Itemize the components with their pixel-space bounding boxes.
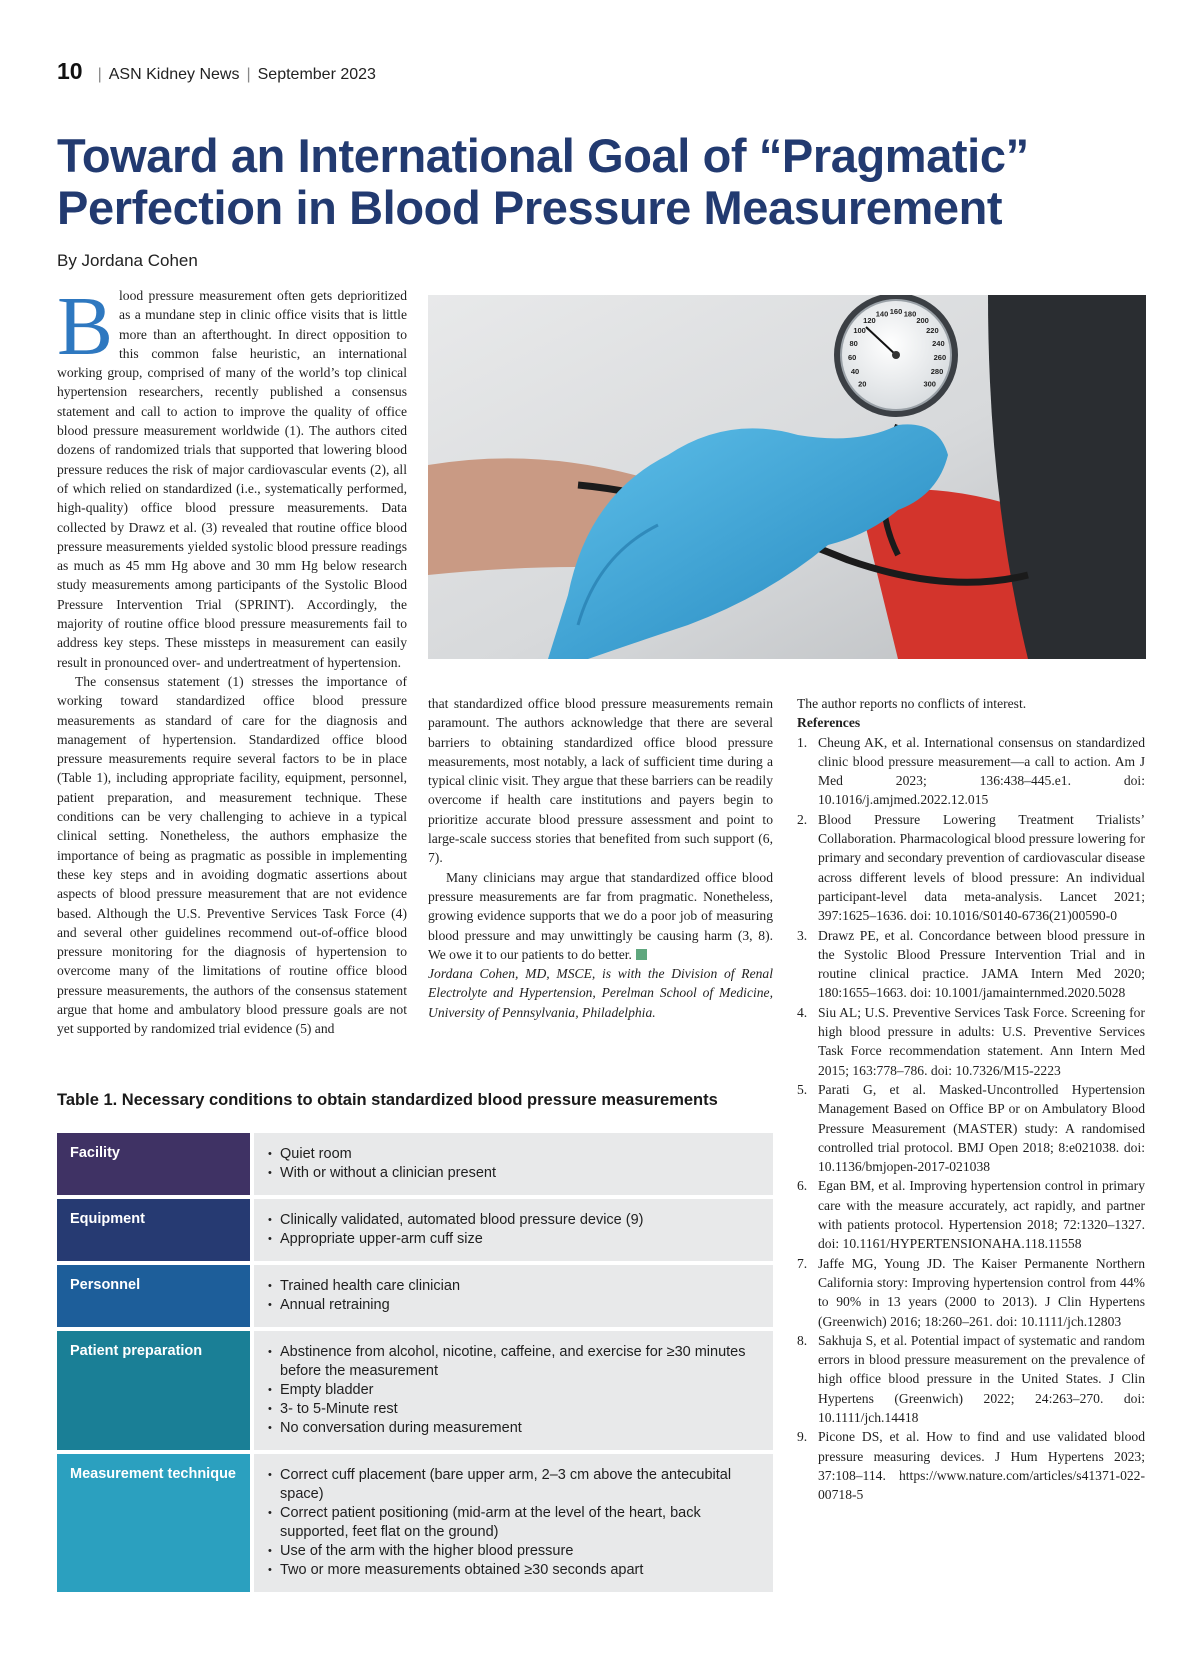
condition-item: • Trained health care clinician <box>280 1277 759 1296</box>
row-conditions <box>254 1265 773 1327</box>
paragraph-3: that standardized office blood pressure measurements remain paramount. The authors acknowledge that there are several barriers to obtaining standardized office blood pressure measurements, most notably, a lack of sufficient time during a typical clinic visit. They argue that these barriers can be readily overcome if health care institutions and payers begin to prioritize accurate blood pressure assessment and point to large-scale success stories that benefited from such support (6, 7). <box>428 696 773 866</box>
table-row <box>57 1133 773 1195</box>
body-column-1 <box>57 280 407 1039</box>
reference-number: 3. <box>797 927 808 943</box>
gauge-number: 280 <box>930 367 944 377</box>
table-row <box>57 1265 773 1327</box>
row-label: Personnel <box>57 1265 250 1327</box>
gauge-number: 160 <box>889 307 903 316</box>
reference-item <box>797 1254 1145 1331</box>
paragraph-4-text: Many clinicians may argue that standardized office blood pressure measurements are far from pragmatic. Nonetheless, growing evidence supports that we do a poor job of measuring blood pressure and may unwittingly be causing harm (3, 8). We owe it to our patients to do better. <box>428 869 773 962</box>
reference-item <box>797 1176 1145 1253</box>
condition-item: • Appropriate upper-arm cuff size <box>280 1230 759 1249</box>
conditions-table <box>57 1133 773 1596</box>
reference-item <box>797 1080 1145 1176</box>
row-conditions <box>254 1199 773 1261</box>
gauge-number: 140 <box>875 309 889 319</box>
reference-item <box>797 810 1145 926</box>
reference-number: 8. <box>797 1332 808 1348</box>
gauge-number: 100 <box>853 326 866 336</box>
page-number: 10 <box>57 58 83 84</box>
article-title <box>57 130 1157 234</box>
table-title: Table 1. Necessary conditions to obtain standardized blood pressure measurements <box>57 1091 718 1109</box>
row-label: Measurement technique <box>57 1454 250 1592</box>
author-bio: Jordana Cohen, MD, MSCE, is with the Division of Renal Electrolyte and Hypertension, Perelman School of Medicine, University of Pennsylvania, Philadelphia. <box>428 966 773 1020</box>
reference-item <box>797 1331 1145 1427</box>
gauge-number: 120 <box>863 315 876 325</box>
gauge-number: 40 <box>850 367 860 377</box>
condition-item: • Annual retraining <box>280 1296 759 1315</box>
gauge-number: 200 <box>916 315 929 325</box>
reference-number: 2. <box>797 811 808 827</box>
article-title-line-1: Toward an International Goal of “Pragmatic” <box>57 129 1029 182</box>
issue-date: September 2023 <box>257 66 376 83</box>
disclosure: The author reports no conflicts of interest. <box>797 696 1027 711</box>
reference-text: Drawz PE, et al. Concordance between blood pressure in the Systolic Blood Pressure Intervention Trial and in routine clinical practice. JAMA Intern Med 2020; 180:1655–1663. doi: 10.1001/jamainternmed.2020.5028 <box>818 927 1145 1001</box>
condition-item: • With or without a clinician present <box>280 1164 759 1183</box>
condition-item: • Two or more measurements obtained ≥30 seconds apart <box>280 1561 759 1580</box>
reference-text: Jaffe MG, Young JD. The Kaiser Permanente Northern California story: Improving hypertension control from 44% to 90% in 13 years (2000 to 2013). J Clin Hypertens (Greenwich) 2016; 18:260–261. doi: 10.1111/jch.12803 <box>818 1255 1145 1329</box>
row-conditions <box>254 1331 773 1450</box>
references-heading: References <box>797 715 861 731</box>
paragraph-4 <box>428 868 773 964</box>
page-header <box>57 58 376 88</box>
reference-number: 7. <box>797 1255 808 1271</box>
publication-name: ASN Kidney News <box>108 66 240 83</box>
reference-number: 4. <box>797 1004 808 1020</box>
photo-illustration <box>428 295 1146 659</box>
reference-item <box>797 1427 1145 1504</box>
condition-item: • Clinically validated, automated blood pressure device (9) <box>280 1211 759 1230</box>
pressure-gauge <box>834 295 958 417</box>
byline: By Jordana Cohen <box>57 251 198 270</box>
gauge-number: 180 <box>903 309 917 319</box>
row-conditions <box>254 1133 773 1195</box>
reference-number: 6. <box>797 1178 808 1194</box>
condition-item: • 3- to 5-Minute rest <box>280 1400 759 1419</box>
condition-item: • Correct cuff placement (bare upper arm, 2–3 cm above the antecubital space) <box>280 1466 759 1504</box>
gauge-number: 220 <box>926 326 939 336</box>
article-title-line-2: Perfection in Blood Pressure Measurement <box>57 181 1003 234</box>
condition-item: • Use of the arm with the higher blood pressure <box>280 1542 759 1561</box>
reference-number: 5. <box>797 1081 808 1097</box>
reference-text: Egan BM, et al. Improving hypertension control in primary care with the measure accurately, act rapidly, and partner with patients protocol. Hypertension 2018; 72:1320–1327. doi: 10.1161/HYPERTENSIONAHA.118.11558 <box>818 1178 1145 1252</box>
paragraph-1 <box>57 280 407 672</box>
header-separator: | <box>246 66 251 83</box>
gauge-number: 80 <box>849 339 858 349</box>
reference-item <box>797 1003 1145 1080</box>
reference-text: Parati G, et al. Masked-Uncontrolled Hypertension Management Based on Office BP or on Ambulatory Blood Pressure Measurement (MASTER) study: A randomised controlled trial protocol. BMJ Open 2018; 8:e021038. doi: 10.1136/bmjopen-2017-021038 <box>818 1081 1145 1175</box>
paragraph-1-text: lood pressure measurement often gets deprioritized as a mundane step in clinic office visits that is little more than an afterthought. In direct opposition to this common false heuristic, an international working group, comprised of many of the world’s top clinical hypertension researchers, recently published a consensus statement and call to action to improve the quality of office blood pressure measurement worldwide (1). The authors cited dozens of randomized trials that supported that lowering blood pressure reduces the risk of major cardiovascular events (2), all of which relied on standardized (i.e., systematically performed, high-quality) office blood pressure measurements. Data collected by Drawz et al. (3) revealed that routine office blood pressure measurements yielded systolic blood pressure readings as much as 45 mm Hg above and 30 mm Hg below research study measurements among participants of the Systolic Blood Pressure Intervention Trial (SPRINT). Accordingly, the majority of routine office blood pressure measurements fail to address key steps. These missteps in measurement can easily result in pronounced over- and undertreatment of hypertension. <box>57 288 407 670</box>
table-row <box>57 1331 773 1450</box>
gauge-number: 300 <box>923 379 936 389</box>
row-conditions <box>254 1454 773 1592</box>
reference-item <box>797 733 1145 810</box>
condition-item: • Abstinence from alcohol, nicotine, caffeine, and exercise for ≥30 minutes before the measurement <box>280 1343 759 1381</box>
reference-text: Siu AL; U.S. Preventive Services Task Force. Screening for high blood pressure in adults: U.S. Preventive Services Task Force recommendation statement. Ann Intern Med 2015; 163:778–786. doi: 10.7326/M15-2223 <box>818 1004 1145 1078</box>
reference-text: Blood Pressure Lowering Treatment Trialists’ Collaboration. Pharmacological blood pressure lowering for primary and secondary prevention of cardiovascular disease across different levels of blood pressure: An individual participant-level data meta-analysis. Lancet 2021; 397:1625–1636. doi: 10.1016/S0140-6736(21)00590-0 <box>818 811 1145 924</box>
reference-text: Picone DS, et al. How to find and use validated blood pressure measuring devices. J Hum Hypertens 2023; 37:108–114. https://www.nature.com/articles/s41371-022-00718-5 <box>818 1429 1145 1503</box>
drop-cap: B <box>57 280 114 373</box>
body-column-2 <box>428 694 773 1022</box>
paragraph-2: The consensus statement (1) stresses the importance of working toward standardized office blood pressure measurements as standard of care for the diagnosis and management of hypertension. Standardized office blood pressure measurements require several factors to be in place (Table 1), including appropriate facility, equipment, personnel, patient preparation, and measurement technique. These conditions can be very challenging to achieve in a typical clinical setting. Nonetheless, the authors emphasize the importance of being as pragmatic as possible in implementing these key steps and in avoiding dogmatic assertions about aspects of blood pressure measurement that are not evidence based. Although the U.S. Preventive Services Task Force (4) and several other guidelines recommend out-of-office blood pressure monitoring for the diagnosis of hypertension to overcome many of the limitations of routine office blood pressure measurements, the authors of the consensus statement argue that home and ambulatory blood pressure goals are not yet supported by randomized trial evidence (5) and <box>57 673 407 1037</box>
gauge-number: 20 <box>858 379 867 389</box>
gauge-number: 260 <box>933 353 947 363</box>
row-label: Patient preparation <box>57 1331 250 1450</box>
row-label: Equipment <box>57 1199 250 1261</box>
reference-text: Cheung AK, et al. International consensus on standardized clinic blood pressure measurement—a call to action. Am J Med 2023; 136:438–445.e1. doi: 10.1016/j.amjmed.2022.12.015 <box>818 734 1145 808</box>
header-separator: | <box>97 66 102 83</box>
table-row <box>57 1199 773 1261</box>
reference-item <box>797 926 1145 1003</box>
condition-item: • Correct patient positioning (mid-arm at the level of the heart, back supported, feet flat on the ground) <box>280 1504 759 1542</box>
condition-item: • No conversation during measurement <box>280 1419 759 1438</box>
reference-number: 9. <box>797 1429 808 1445</box>
end-of-article-mark <box>636 949 647 960</box>
blood-pressure-photo <box>428 295 1146 659</box>
body-column-3 <box>797 694 1145 1504</box>
condition-item: • Empty bladder <box>280 1381 759 1400</box>
row-label: Facility <box>57 1133 250 1195</box>
reference-number: 1. <box>797 734 808 750</box>
gauge-number: 60 <box>847 353 857 363</box>
table-row <box>57 1454 773 1592</box>
gauge-number: 240 <box>932 339 945 349</box>
condition-item: • Quiet room <box>280 1145 759 1164</box>
references-list <box>797 733 1145 1505</box>
reference-text: Sakhuja S, et al. Potential impact of systematic and random errors in blood pressure measurement on the prevalence of high office blood pressure in the United States. J Clin Hypertens (Greenwich) 2022; 24:263–270. doi: 10.1111/jch.14418 <box>818 1332 1145 1425</box>
